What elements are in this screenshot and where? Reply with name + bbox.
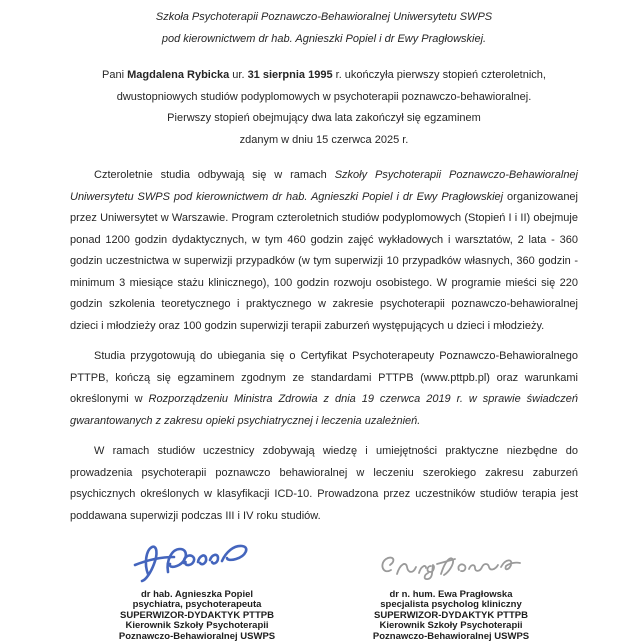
- popiel-signature-icon: [70, 536, 324, 586]
- completion-statement: [70, 65, 578, 151]
- program-description-paragraph: Czteroletnie studia odbywają się w ramach Szkoły Psychoterapii Poznawczo-Behawioralnej Uniwersytetu SWPS pod kierownictwem dr hab. Agnieszki Popiel i dr Ewy Pragłowskiej organizowanej przez Uniwersytet w Warszawie. Program czteroletnich studiów podyplomowych (Stopień I i II) obejmuje ponad 1200 godzin dydaktycznych, w tym 460 godzin zajęć wykładowych i warsztatów, 2 lata - 360 godzin uczestnictwa w superwizji przypadków (w tym superwizji 10 przypadków własnych, 360 godzin - minimum 3 miesiące stażu klinicznego), 100 godzin rozwoju osobistego. W programie mieści się 220 godzin szkolenia teoretycznego i praktycznego w zakresie psychoterapii poznawczo-behawioralnej dzieci i młodzieży oraz 100 godzin superwizji terapii zaburzeń występujących u dzieci i młodzieży.: [70, 169, 578, 332]
- signatures-section: [70, 536, 578, 642]
- signer-position-line-1: Kierownik Szkoły Psychoterapii: [125, 620, 269, 632]
- signer-profession: specjalista psycholog kliniczny: [380, 599, 522, 611]
- statement-line-4: zdanym w dniu 15 czerwca 2025 r.: [239, 133, 409, 146]
- praglowska-signature-icon: [324, 536, 578, 586]
- signer-position-line-2: Poznawczo-Behawioralnej USWPS: [372, 630, 530, 642]
- statement-line-2: dwustopniowych studiów podyplomowych w psychoterapii poznawczo-behawioralnej.: [116, 90, 532, 103]
- signer-position-line-2: Poznawczo-Behawioralnej USWPS: [118, 630, 276, 642]
- popiel-credentials: [70, 590, 324, 642]
- signer-name: dr n. hum. Ewa Pragłowska: [389, 589, 513, 600]
- skills-supervision-paragraph: W ramach studiów uczestnicy zdobywają wiedzę i umiejętności praktyczne niezbędne do prowadzenia psychoterapii poznawczo behawioralnej w leczeniu szerokiego zakresu zaburzeń psychicznych określonych w klasyfikacji ICD-10. Prowadzona przez uczestników studiów terapia jest poddawana superwizji podczas III i IV roku studiów.: [70, 445, 578, 522]
- signer-role-pttpb: SUPERWIZOR-DYDAKTYK PTTPB: [120, 609, 274, 621]
- statement-line-1: Pani Magdalena Rybicka ur. 31 sierpnia 1995 r. ukończyła pierwszy stopień czteroletnich,: [102, 69, 546, 81]
- certificate-standards-paragraph: Studia przygotowują do ubiegania się o Certyfikat Psychoterapeuty Poznawczo-Behawioralnego PTTPB, kończą się egzaminem zgodnym ze standardami PTTPB (www.pttpb.pl) oraz warunkami określonymi w Rozporządzeniu Ministra Zdrowia z dnia 19 czerwca 2019 r. w sprawie świadczeń gwarantowanych z zakresu opieki psychiatrycznej i leczenia uzależnień.: [70, 350, 578, 427]
- signer-profession: psychiatra, psychoterapeuta: [132, 599, 262, 611]
- school-header: [70, 7, 578, 50]
- signer-role-pttpb: SUPERWIZOR-DYDAKTYK PTTPB: [374, 609, 528, 621]
- school-name-line: Szkoła Psychoterapii Poznawczo-Behawioralnej Uniwersytetu SWPS: [155, 11, 493, 23]
- statement-line-3: Pierwszy stopień obejmujący dwa lata zakończył się egzaminem: [167, 112, 481, 124]
- praglowska-credentials: [324, 590, 578, 642]
- signature-block-popiel: [70, 536, 324, 642]
- school-leadership-line: pod kierownictwem dr hab. Agnieszki Popiel i dr Ewy Pragłowskiej.: [161, 32, 487, 45]
- signer-position-line-1: Kierownik Szkoły Psychoterapii: [379, 620, 523, 632]
- signature-block-praglowska: [324, 536, 578, 642]
- signer-name: dr hab. Agnieszka Popiel: [140, 589, 254, 600]
